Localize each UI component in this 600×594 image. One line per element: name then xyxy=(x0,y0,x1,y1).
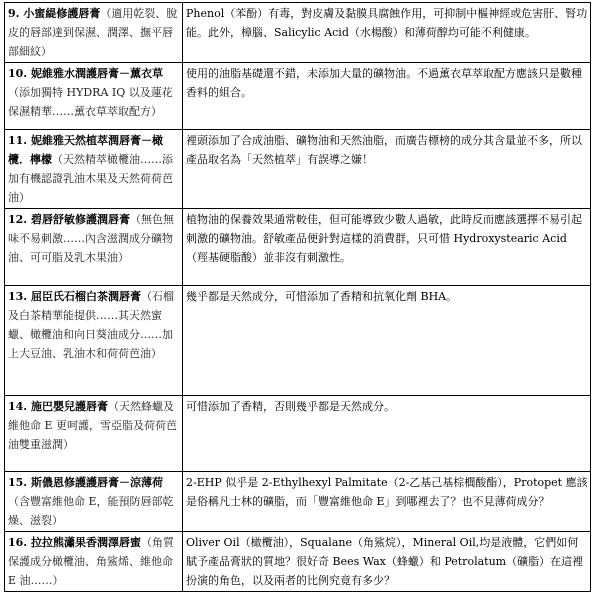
comment-cell xyxy=(183,472,591,532)
product-comment: 使用的油脂基礎還不錯，未添加大量的礦物油。不過薰衣草萃取配方應該只是數種香料的組合。 xyxy=(186,67,582,99)
product-cell xyxy=(5,472,183,532)
comment-cell xyxy=(183,130,591,209)
product-name: 9. 小蜜緹修護唇膏 xyxy=(8,7,101,20)
comment-cell xyxy=(183,286,591,396)
table-row xyxy=(5,209,591,286)
comment-cell xyxy=(183,396,591,472)
comment-cell xyxy=(183,3,591,63)
table-row xyxy=(5,63,591,130)
product-comparison-table xyxy=(4,2,591,592)
product-description: （添加獨特 HYDRA IQ 以及蓮花保濕精華……薰衣草萃取配方） xyxy=(8,86,173,118)
product-cell xyxy=(5,209,183,286)
table-row xyxy=(5,3,591,63)
comment-cell xyxy=(183,63,591,130)
table-row xyxy=(5,130,591,209)
product-cell xyxy=(5,3,183,63)
product-comment: Phenol（苯酚）有毒，對皮膚及黏膜具腐蝕作用，可抑制中樞神經或危害肝、腎功能。此外，樟腦、Salicylic Acid（水楊酸）和薄荷醇均可能不利健康。 xyxy=(186,7,588,39)
product-cell xyxy=(5,532,183,592)
product-name: 16. 拉拉熊瀟果香潤澤唇蜜 xyxy=(8,536,141,549)
product-comment: 植物油的保養效果通常較佳，但可能導致少數人過敏，此時反而應該選擇不易引起刺激的礦物油。舒敏產品便針對這樣的消費群，只可惜 Hydroxystearic Acid（羥基硬脂酸）並非沒有刺激性。 xyxy=(186,213,582,264)
product-cell xyxy=(5,396,183,472)
product-cell xyxy=(5,286,183,396)
table-row xyxy=(5,286,591,396)
product-cell xyxy=(5,130,183,209)
table-row xyxy=(5,396,591,472)
product-name: 13. 屈臣氏石榴白茶潤唇膏 xyxy=(8,290,141,303)
product-name: 10. 妮維雅水潤護唇膏－薰衣草 xyxy=(8,67,163,80)
product-name: 14. 施巴嬰兒護唇膏 xyxy=(8,400,108,413)
table-row xyxy=(5,532,591,592)
product-description: （適用乾裂、脫皮的唇部達到保濕、潤澤、撫平唇部細紋） xyxy=(8,7,178,58)
comment-cell xyxy=(183,209,591,286)
product-comment: Oliver Oil（橄欖油），Squalane（角鯊烷），Mineral Oil,均是液體，它們如何賦予產品膏狀的質地？很好奇 Bees Wax（蜂蠟）和 Petrolatum（礦脂）在這裡扮演的角色，以及兩者的比例究竟有多少？ xyxy=(186,536,584,587)
table-row xyxy=(5,472,591,532)
product-comment: 裡頭添加了合成油脂、礦物油和天然油脂，而廣告標榜的成分其含量並不多，所以產品取名為「天然植萃」有誤導之嫌！ xyxy=(186,134,582,166)
product-description: （無色無味不易刺激……內含滋潤成分礦物油、可可脂及乳木果油） xyxy=(8,213,174,264)
product-name: 11. 妮維雅天然植萃潤唇膏－橄欖．檸檬 xyxy=(8,134,163,166)
comment-cell xyxy=(183,532,591,592)
product-description: （天然精萃橄欖油……添加有機認證乳油木果及天然荷荷芭油） xyxy=(8,153,173,204)
product-description: （天然蜂蠟及維他命 E 更呵護，雪亞脂及荷荷芭油雙重滋潤） xyxy=(8,400,178,451)
product-comment: 可惜添加了香精，否則幾乎都是天然成分。 xyxy=(186,400,395,413)
product-description: （角質保護成分橄欖油、角鯊烯、維他命 E 油……） xyxy=(8,536,174,587)
product-name: 15. 斯儂恩修護護唇膏－涼薄荷 xyxy=(8,476,163,489)
product-description: （石榴及白茶精華能提供……其天然蜜蠟、橄欖油和向日葵油成分……加上大豆油、乳油木和荷荷芭油） xyxy=(8,290,174,360)
product-comment: 幾乎都是天然成分，可惜添加了香精和抗氧化劑 BHA。 xyxy=(186,290,458,303)
product-name: 12. 碧唇舒敏修護潤唇膏 xyxy=(8,213,130,226)
product-comment: 2-EHP 似乎是 2-Ethylhexyl Palmitate（2-乙基己基棕櫚酸酯），Protopet 應該是俗稱凡士林的礦脂，而「豐富維他命 E」到哪裡去了？也不見薄荷成分？ xyxy=(186,476,588,508)
product-description: （含豐富維他命 E，能預防唇部乾燥、滋裂） xyxy=(8,495,174,527)
product-cell xyxy=(5,63,183,130)
